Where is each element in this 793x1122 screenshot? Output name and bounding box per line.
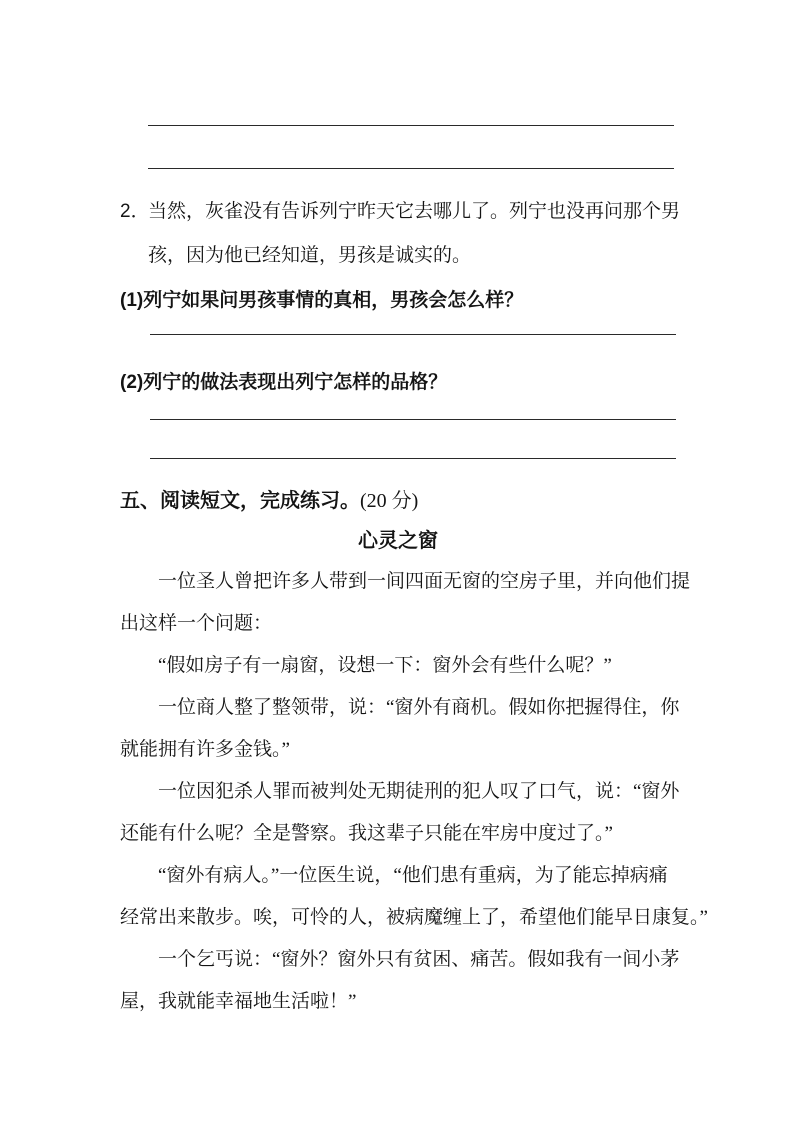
passage-line: 一位圣人曾把许多人带到一间四面无窗的空房子里，并向他们提	[158, 571, 691, 592]
answer-blank-line	[148, 125, 674, 126]
page-content	[120, 0, 708, 1023]
passage-line: 屋，我就能幸福地生活啦！”	[120, 991, 357, 1012]
passage-line: 一位因犯杀人罪而被判处无期徒刑的犯人叹了口气，说：“窗外	[158, 781, 680, 802]
passage-line: 还能有什么呢？全是警察。我这辈子只能在牢房中度过了。”	[120, 823, 613, 844]
answer-blank-line	[148, 168, 674, 169]
item-text	[148, 190, 680, 278]
item-text-line: 当然，灰雀没有告诉列宁昨天它去哪儿了。列宁也没再问那个男	[148, 201, 681, 222]
answer-blank-line	[150, 334, 676, 335]
passage-line: 就能拥有许多金钱。”	[120, 739, 290, 760]
sub-question-1: (1)列宁如果问男孩事情的真相，男孩会怎么样？	[120, 290, 524, 311]
answer-blank-line	[150, 458, 676, 459]
reading-passage	[120, 561, 708, 1023]
passage-line: “假如房子有一扇窗，设想一下：窗外会有些什么呢？”	[158, 655, 612, 676]
passage-line: “窗外有病人。”一位医生说，“他们患有重病，为了能忘掉病痛	[158, 865, 668, 886]
item-number: 2．	[120, 201, 150, 222]
sub-question-2: (2)列宁的做法表现出列宁怎样的品格？	[120, 372, 448, 393]
passage-title: 心灵之窗	[358, 530, 438, 552]
section-5-title: 五、阅读短文，完成练习。	[120, 490, 360, 512]
section-5-score: (20 分)	[360, 490, 419, 512]
item-text-line: 孩，因为他已经知道，男孩是诚实的。	[148, 245, 472, 266]
passage-line: 一个乞丐说：“窗外？窗外只有贫困、痛苦。假如我有一间小茅	[158, 949, 680, 970]
answer-blank-line	[150, 419, 676, 420]
passage-line: 经常出来散步。唉，可怜的人，被病魔缠上了，希望他们能早日康复。”	[120, 907, 708, 928]
section-5-heading	[120, 481, 676, 521]
passage-line: 出这样一个问题：	[120, 613, 273, 634]
exercise-item-2	[120, 190, 681, 278]
passage-line: 一位商人整了整领带，说：“窗外有商机。假如你把握得住，你	[158, 697, 680, 718]
